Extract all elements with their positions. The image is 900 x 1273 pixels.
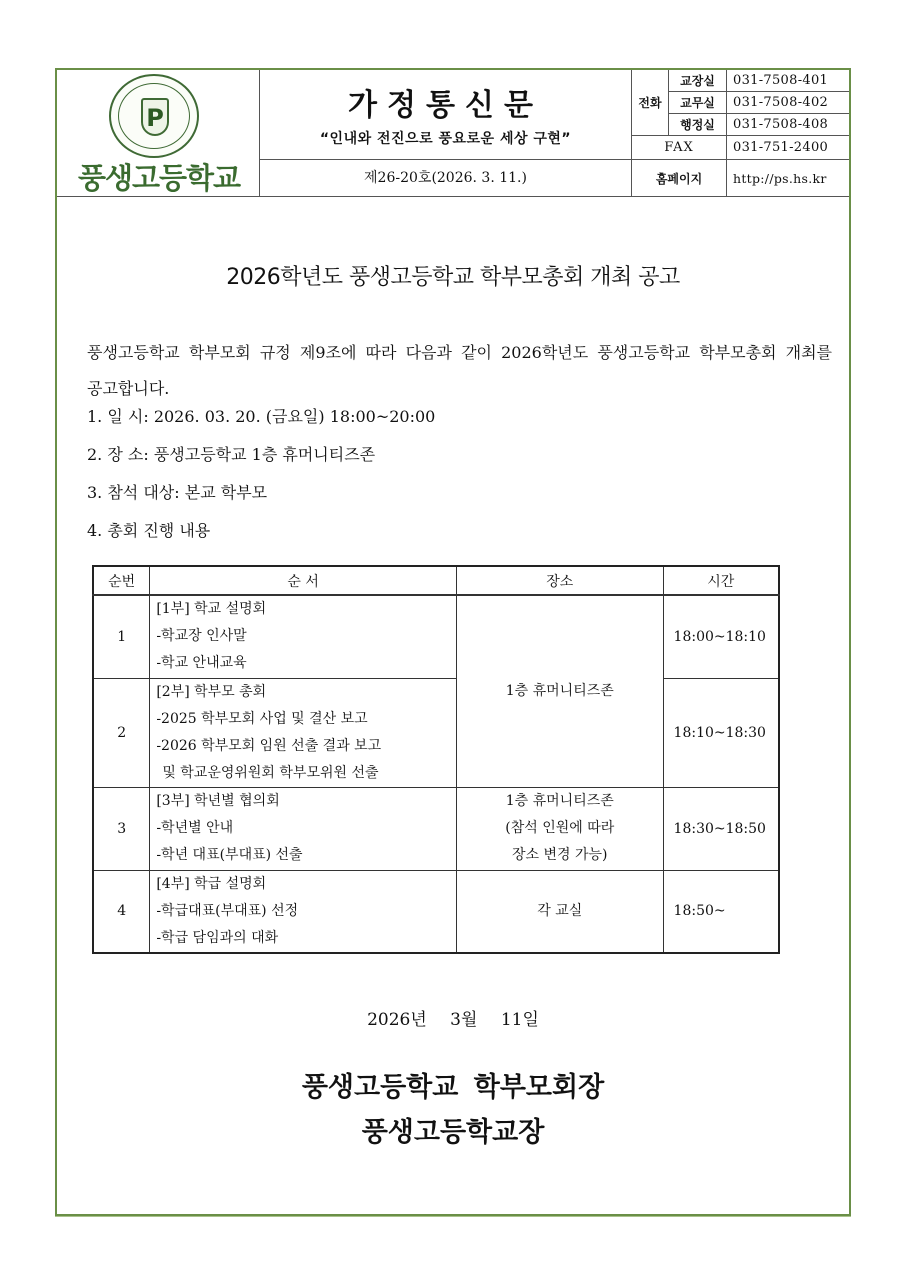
- issue-date: 2026년 3월 11일: [367, 1010, 539, 1030]
- letterhead: [57, 70, 849, 197]
- table-row: [93, 678, 779, 787]
- column-header-number: 순번: [93, 566, 150, 595]
- table-header-row: [93, 566, 779, 595]
- notice-item-location: 2. 장 소: 풍생고등학교 1층 휴머니티즈존: [87, 445, 376, 464]
- emblem-shield: [141, 98, 169, 136]
- document-title: 가정통신문: [348, 88, 543, 123]
- phone-number: 031-7508-401: [727, 70, 849, 92]
- table-row: [93, 870, 779, 953]
- document-frame: [55, 68, 851, 1216]
- phone-room-label: 교무실: [669, 92, 727, 114]
- issue-number: 제26-20호(2026. 3. 11.): [260, 160, 632, 197]
- school-name-logo: 풍생고등학교: [77, 161, 241, 195]
- notice-items: [87, 398, 787, 550]
- order-line: -학교장 인사말: [156, 628, 247, 645]
- emblem-ring: [118, 83, 190, 149]
- order-line: [4부] 학급 설명회: [156, 875, 267, 892]
- signature-parent-association: 풍생고등학교 학부모회장: [301, 1072, 605, 1103]
- row-number: 4: [93, 870, 150, 953]
- row-order: [150, 678, 457, 787]
- place-line: 장소 변경 가능): [511, 847, 608, 863]
- row-number: 3: [93, 787, 150, 870]
- order-line: -학교 안내교육: [156, 655, 247, 672]
- row-number: 1: [93, 595, 150, 678]
- order-line: -학급 담임과의 대화: [156, 929, 279, 946]
- table-row: [93, 787, 779, 870]
- order-line: [1부] 학교 설명회: [156, 601, 267, 618]
- phone-room-label: 교장실: [669, 70, 727, 92]
- place-line: 1층 휴머니티즈존: [505, 793, 614, 809]
- school-emblem-icon: [109, 74, 199, 158]
- notice-intro: 풍생고등학교 학부모회 규정 제9조에 따라 다음과 같이 2026학년도 풍생고등학교 학부모총회 개최를 공고합니다.: [87, 343, 832, 398]
- order-line: -학년 대표(부대표) 선출: [156, 847, 303, 863]
- emblem-letter: P: [146, 104, 164, 132]
- order-line: 및 학교운영위원회 학부모위원 선출: [162, 764, 379, 781]
- phone-number: 031-7508-408: [727, 114, 849, 136]
- logo-cell: [57, 70, 260, 197]
- contact-table: [632, 70, 849, 197]
- row-place-merged: 1층 휴머니티즈존: [456, 595, 663, 787]
- row-order: [150, 870, 457, 953]
- homepage-link[interactable]: http://ps.hs.kr: [733, 171, 827, 186]
- column-header-place: 장소: [456, 566, 663, 595]
- fax-number: 031-751-2400: [727, 136, 849, 160]
- homepage-label: 홈페이지: [632, 160, 727, 197]
- row-order: [150, 787, 457, 870]
- row-place: 각 교실: [456, 870, 663, 953]
- notice-title: 2026학년도 풍생고등학교 학부모총회 개최 공고: [226, 265, 680, 290]
- table-row: [93, 595, 779, 678]
- phone-number: 031-7508-402: [727, 92, 849, 114]
- school-slogan: “인내와 전진으로 풍요로운 세상 구현”: [319, 131, 572, 147]
- agenda-table: [92, 565, 780, 954]
- row-time: 18:50~: [663, 870, 779, 953]
- column-header-order: 순 서: [150, 566, 457, 595]
- row-time: 18:00~18:10: [663, 595, 779, 678]
- column-header-time: 시간: [663, 566, 779, 595]
- row-time: 18:30~18:50: [663, 787, 779, 870]
- notice-item-datetime: 1. 일 시: 2026. 03. 20. (금요일) 18:00~20:00: [87, 407, 436, 426]
- notice-item-attendees: 3. 참석 대상: 본교 학부모: [87, 483, 268, 502]
- order-line: -2025 학부모회 사업 및 결산 보고: [156, 710, 368, 727]
- phone-label: 전화: [632, 70, 669, 136]
- notice-item-agenda: 4. 총회 진행 내용: [87, 521, 211, 540]
- phone-room-label: 행정실: [669, 114, 727, 136]
- order-line: -2026 학부모회 임원 선출 결과 보고: [156, 737, 382, 754]
- row-number: 2: [93, 678, 150, 787]
- fax-label: FAX: [632, 136, 727, 160]
- row-time: 18:10~18:30: [663, 678, 779, 787]
- row-place: [456, 787, 663, 870]
- signature-principal: 풍생고등학교장: [361, 1117, 545, 1148]
- order-line: [3부] 학년별 협의회: [156, 793, 280, 809]
- order-line: -학년별 안내: [156, 820, 234, 836]
- order-line: -학급대표(부대표) 선정: [156, 902, 299, 919]
- order-line: [2부] 학부모 총회: [156, 683, 267, 700]
- row-order: [150, 595, 457, 678]
- place-line: (참석 인원에 따라: [505, 820, 615, 836]
- title-cell: [260, 70, 632, 160]
